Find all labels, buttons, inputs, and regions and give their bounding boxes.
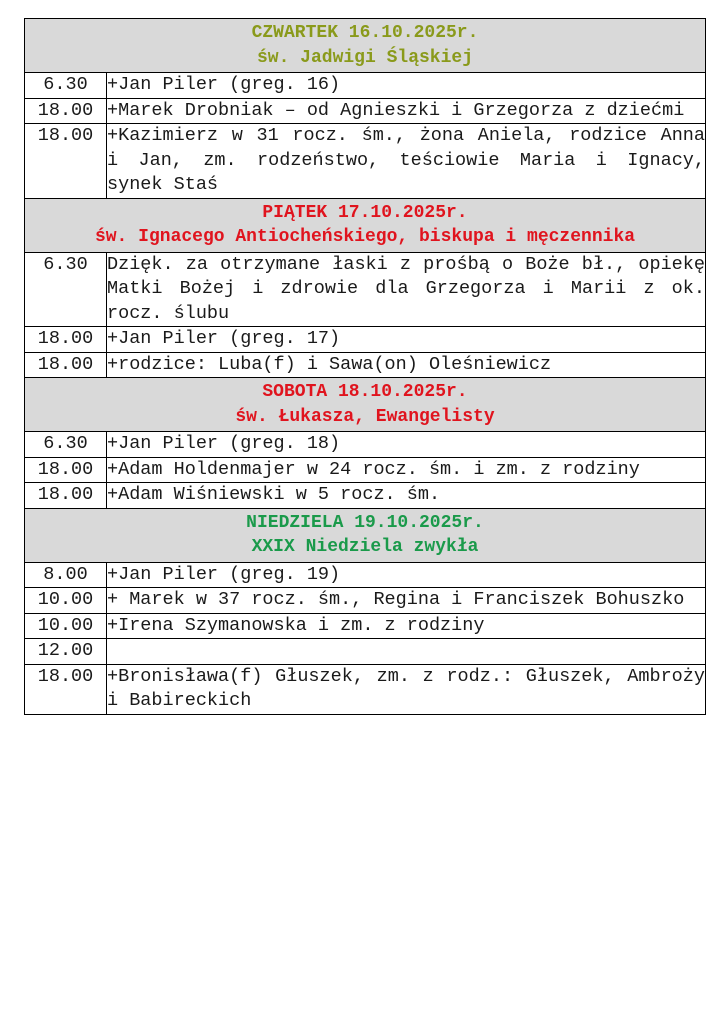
mass-row — [25, 124, 706, 199]
mass-row — [25, 639, 706, 665]
mass-row — [25, 664, 706, 714]
day-header-cell — [25, 508, 706, 562]
day-header — [25, 19, 706, 73]
schedule-body — [25, 19, 706, 715]
mass-row — [25, 457, 706, 483]
mass-row — [25, 327, 706, 353]
mass-row — [25, 432, 706, 458]
mass-intention: +Bronisława(f) Głuszek, zm. z rodz.: Głuszek, Ambroży i Babireckich — [107, 664, 706, 714]
day-header-cell — [25, 19, 706, 73]
day-date: SOBOTA 18.10.2025r. — [262, 382, 468, 402]
day-saint: XXIX Niedziela zwykła — [251, 537, 479, 557]
mass-intention: + Marek w 37 rocz. śm., Regina i Franciszek Bohuszko — [107, 588, 706, 614]
mass-intention: Dzięk. za otrzymane łaski z prośbą o Boże bł., opiekę Matki Bożej i zdrowie dla Grzegorza i Marii z ok. rocz. ślubu — [107, 252, 706, 327]
mass-row — [25, 73, 706, 99]
mass-intention: +Jan Piler (greg. 16) — [107, 73, 706, 99]
mass-time: 6.30 — [25, 73, 107, 99]
mass-time: 6.30 — [25, 252, 107, 327]
mass-row — [25, 352, 706, 378]
day-header-cell — [25, 198, 706, 252]
mass-time: 18.00 — [25, 457, 107, 483]
mass-time: 12.00 — [25, 639, 107, 665]
mass-row — [25, 252, 706, 327]
day-header — [25, 378, 706, 432]
mass-time: 18.00 — [25, 124, 107, 199]
mass-time: 10.00 — [25, 613, 107, 639]
mass-intention: +rodzice: Luba(f) i Sawa(on) Oleśniewicz — [107, 352, 706, 378]
mass-intention: +Adam Holdenmajer w 24 rocz. śm. i zm. z rodziny — [107, 457, 706, 483]
mass-intention — [107, 639, 706, 665]
mass-intention: +Marek Drobniak – od Agnieszki i Grzegorza z dziećmi — [107, 98, 706, 124]
mass-intentions-table — [24, 18, 706, 715]
mass-time: 18.00 — [25, 98, 107, 124]
mass-time: 6.30 — [25, 432, 107, 458]
mass-time: 8.00 — [25, 562, 107, 588]
mass-time: 18.00 — [25, 483, 107, 509]
day-saint: św. Ignacego Antiocheńskiego, biskupa i męczennika — [94, 227, 636, 247]
mass-intention: +Jan Piler (greg. 17) — [107, 327, 706, 353]
mass-row — [25, 98, 706, 124]
mass-row — [25, 613, 706, 639]
day-header — [25, 198, 706, 252]
mass-intention: +Adam Wiśniewski w 5 rocz. śm. — [107, 483, 706, 509]
mass-row — [25, 562, 706, 588]
mass-time: 18.00 — [25, 664, 107, 714]
mass-row — [25, 588, 706, 614]
day-date: NIEDZIELA 19.10.2025r. — [246, 512, 484, 533]
day-date: CZWARTEK 16.10.2025r. — [251, 23, 479, 43]
day-header-cell — [25, 378, 706, 432]
mass-time: 18.00 — [25, 352, 107, 378]
mass-intention: +Jan Piler (greg. 18) — [107, 432, 706, 458]
mass-intention: +Jan Piler (greg. 19) — [107, 562, 706, 588]
day-header — [25, 508, 706, 562]
mass-intention: +Kazimierz w 31 rocz. śm., żona Aniela, rodzice Anna i Jan, zm. rodzeństwo, teściowie Maria i Ignacy, synek Staś — [107, 124, 706, 199]
mass-intention: +Irena Szymanowska i zm. z rodziny — [107, 613, 706, 639]
mass-row — [25, 483, 706, 509]
day-saint: św. Jadwigi Śląskiej — [256, 47, 474, 68]
day-date: PIĄTEK 17.10.2025r. — [262, 202, 468, 223]
mass-time: 10.00 — [25, 588, 107, 614]
day-saint: św. Łukasza, Ewangelisty — [235, 406, 495, 427]
mass-time: 18.00 — [25, 327, 107, 353]
